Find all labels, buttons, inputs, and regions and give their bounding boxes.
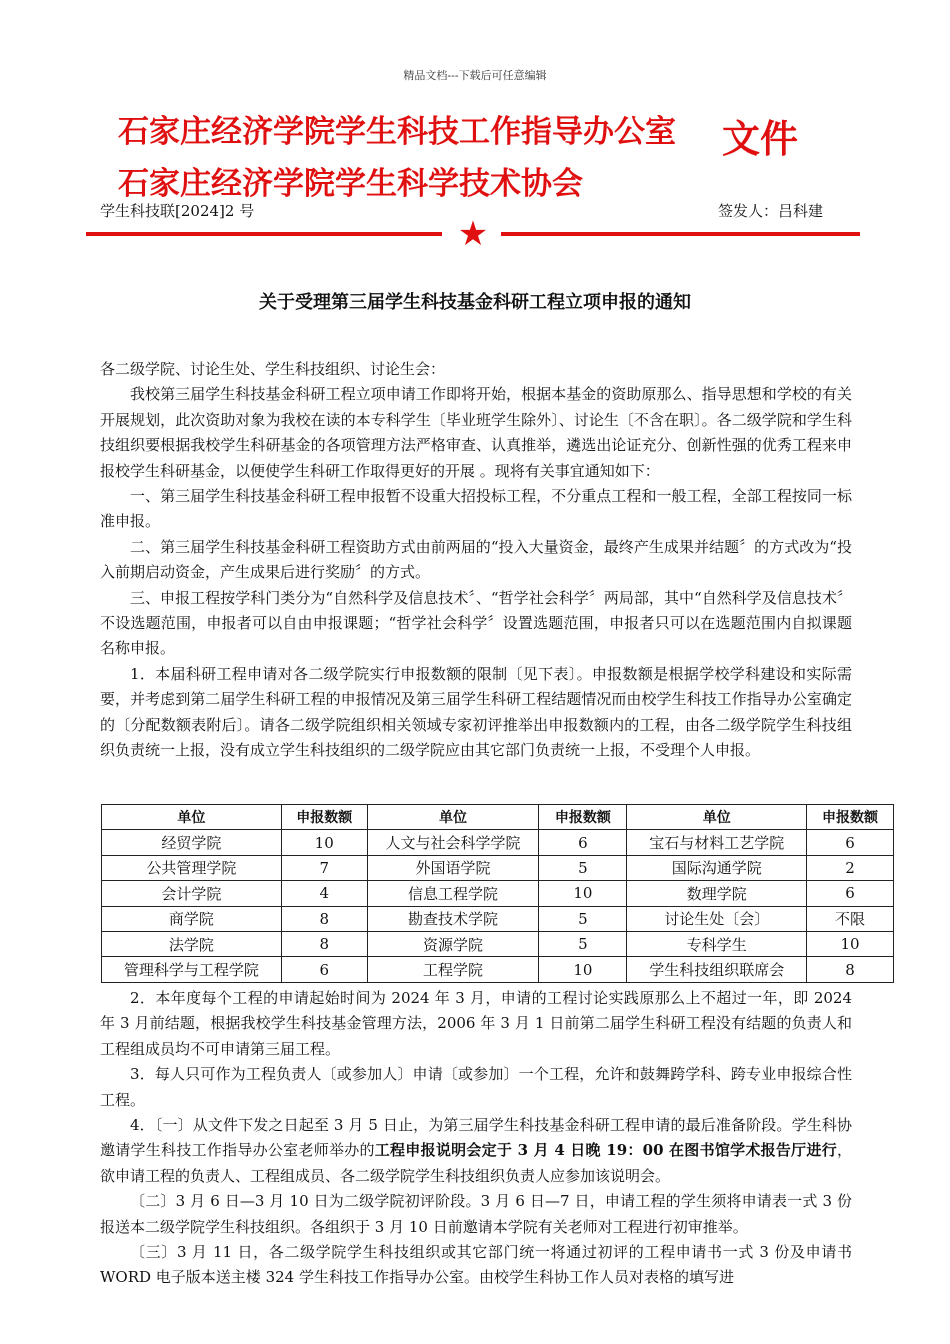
table-cell: 宝石与材料工艺学院 bbox=[627, 830, 807, 855]
table-cell: 8 bbox=[281, 931, 367, 956]
table-row bbox=[102, 931, 894, 956]
table-cell: 专科学生 bbox=[627, 931, 807, 956]
table-cell: 经贸学院 bbox=[102, 830, 282, 855]
paragraph: 〔三〕3 月 11 日，各二级学院学生科技组织或其它部门统一将通过初评的工程申请书一式 3 份及申请书 WORD 电子版本送主楼 324 学生科技工作指导办公室。由校学生科协工作人员对表格的填写进 bbox=[100, 1243, 852, 1287]
table-header: 申报数额 bbox=[539, 805, 627, 830]
table-cell: 5 bbox=[539, 906, 627, 931]
table-cell: 10 bbox=[281, 830, 367, 855]
paragraph: 2．本年度每个工程的申请起始时间为 2024 年 3 月，申请的工程讨论实践原那么上不超过一年，即 2024 年 3 月前结题，根据我校学生科技基金管理方法，2006 年 3 月 1 日前第二届学生科研工程没有结题的负责人和工程组成员均不可申请第三届工程。 bbox=[100, 989, 852, 1058]
table-header: 单位 bbox=[627, 805, 807, 830]
table-cell: 5 bbox=[539, 931, 627, 956]
table-cell: 10 bbox=[539, 957, 627, 982]
table-header: 申报数额 bbox=[807, 805, 894, 830]
table-cell: 学生科技组织联席会 bbox=[627, 957, 807, 982]
paragraph: 3．每人只可作为工程负责人〔或参加人〕申请〔或参加〕一个工程，允许和鼓舞跨学科、跨专业申报综合性工程。 bbox=[100, 1065, 852, 1109]
table-cell: 10 bbox=[807, 931, 894, 956]
body-after-table bbox=[100, 986, 852, 1291]
table-header-row bbox=[102, 805, 894, 830]
paragraph: 1．本届科研工程申请对各二级学院实行申报数额的限制〔见下表〕。申报数额是根据学校学科建设和实际需要，并考虑到第二届学生科研工程的申报情况及第三届学生科研工程结题情况而由校学生科技工作指导办公室确定的〔分配数额表附后〕。请各二级学院组织相关领域专家初评推举出申报数额内的工程，由各二级学院学生科技组织负责统一上报，没有成立学生科技组织的二级学院应由其它部门负责统一上报，不受理个人申报。 bbox=[100, 664, 852, 760]
notice-title: 关于受理第三届学生科技基金科研工程立项申报的通知 bbox=[259, 292, 691, 313]
paragraph: 二、第三届学生科技基金科研工程资助方式由前两届的“投入大量资金，最终产生成果并结题〞的方式改为“投入前期启动资金，产生成果后进行奖励〞的方式。 bbox=[100, 537, 852, 582]
table-cell: 2 bbox=[807, 855, 894, 880]
red-divider-right bbox=[501, 232, 860, 236]
issuing-org-1: 石家庄经济学院学生科技工作指导办公室 bbox=[118, 114, 676, 150]
table-cell: 信息工程学院 bbox=[367, 881, 539, 906]
table-row bbox=[102, 855, 894, 880]
table-cell: 人文与社会科学学院 bbox=[367, 830, 539, 855]
paragraph bbox=[100, 1113, 852, 1189]
table-cell: 讨论生处〔会〕 bbox=[627, 906, 807, 931]
red-divider-left bbox=[86, 232, 442, 236]
paragraph-text: ，欲申请工程的负责人、工程组成员、各二级学院学生科技组织负责人应参加该说明会。 bbox=[100, 1141, 852, 1185]
table-cell: 国际沟通学院 bbox=[627, 855, 807, 880]
table-cell: 管理科学与工程学院 bbox=[102, 957, 282, 982]
table-cell: 5 bbox=[539, 855, 627, 880]
document-number: 学生科技联[2024]2 号 bbox=[100, 202, 255, 220]
table-header: 单位 bbox=[102, 805, 282, 830]
table-cell: 不限 bbox=[807, 906, 894, 931]
table-cell: 会计学院 bbox=[102, 881, 282, 906]
table-cell: 10 bbox=[539, 881, 627, 906]
table-cell: 公共管理学院 bbox=[102, 855, 282, 880]
table-cell: 数理学院 bbox=[627, 881, 807, 906]
issuing-org-2: 石家庄经济学院学生科学技术协会 bbox=[118, 166, 583, 202]
salutation: 各二级学院、讨论生处、学生科技组织、讨论生会： bbox=[100, 360, 446, 378]
table-cell: 勘查技术学院 bbox=[367, 906, 539, 931]
briefing-session-highlight: 工程申报说明会定于 3 月 4 日晚 19：00 在图书馆学术报告厅进行 bbox=[374, 1141, 837, 1160]
table-cell: 6 bbox=[539, 830, 627, 855]
body-before-table bbox=[100, 357, 852, 764]
table-cell: 工程学院 bbox=[367, 957, 539, 982]
signer: 签发人：吕科建 bbox=[718, 202, 824, 220]
quota-table bbox=[101, 804, 894, 983]
table-cell: 法学院 bbox=[102, 931, 282, 956]
table-row bbox=[102, 830, 894, 855]
document-type-label: 文件 bbox=[722, 117, 799, 161]
red-star-icon: ★ bbox=[457, 214, 489, 254]
paragraph: 三、申报工程按学科门类分为“自然科学及信息技术〞、“哲学社会科学〞两局部，其中“自然科学及信息技术〞不设选题范围，申报者可以自由申报课题；“哲学社会科学〞设置选题范围，申报者只可以在选题范围内自拟课题名称申报。 bbox=[100, 588, 852, 658]
table-cell: 商学院 bbox=[102, 906, 282, 931]
paragraph-text: 4．〔一〕从文件下发之日起至 3 月 5 日止，为第三届学生科技基金科研工程申请的最后准备阶段。学生科协邀请学生科技工作指导办公室老师举办的 bbox=[100, 1116, 852, 1160]
table-cell: 8 bbox=[281, 906, 367, 931]
paragraph: 〔二〕3 月 6 日—3 月 10 日为二级学院初评阶段。3 月 6 日—7 日，申请工程的学生须将申请表一式 3 份报送本二级学院学生科技组织。各组织于 3 月 10 日前邀请本学院有关老师对工程进行初审推举。 bbox=[100, 1192, 852, 1236]
table-cell: 6 bbox=[281, 957, 367, 982]
top-note: 精品文档---下载后可任意编辑 bbox=[403, 69, 547, 82]
paragraph: 我校第三届学生科技基金科研工程立项申请工作即将开始，根据本基金的资助原那么、指导思想和学校的有关开展规划，此次资助对象为我校在读的本专科学生〔毕业班学生除外〕、讨论生〔不含在职〕。各二级学院和学生科技组织要根据我校学生科研基金的各项管理方法严格审查、认真推举，遴选出论证充分、创新性强的优秀工程来申报校学生科研基金，以便使学生科研工作取得更好的开展 。现将有关事宜通知如下： bbox=[100, 385, 852, 480]
table-cell: 6 bbox=[807, 830, 894, 855]
table-row bbox=[102, 957, 894, 982]
table-cell: 7 bbox=[281, 855, 367, 880]
table-row bbox=[102, 881, 894, 906]
paragraph: 一、第三届学生科技基金科研工程申报暂不设重大招投标工程，不分重点工程和一般工程，全部工程按同一标准申报。 bbox=[100, 487, 852, 531]
table-header: 申报数额 bbox=[281, 805, 367, 830]
table-header: 单位 bbox=[367, 805, 539, 830]
table-row bbox=[102, 906, 894, 931]
table-cell: 资源学院 bbox=[367, 931, 539, 956]
table-cell: 4 bbox=[281, 881, 367, 906]
table-cell: 6 bbox=[807, 881, 894, 906]
table-cell: 外国语学院 bbox=[367, 855, 539, 880]
table-cell: 8 bbox=[807, 957, 894, 982]
